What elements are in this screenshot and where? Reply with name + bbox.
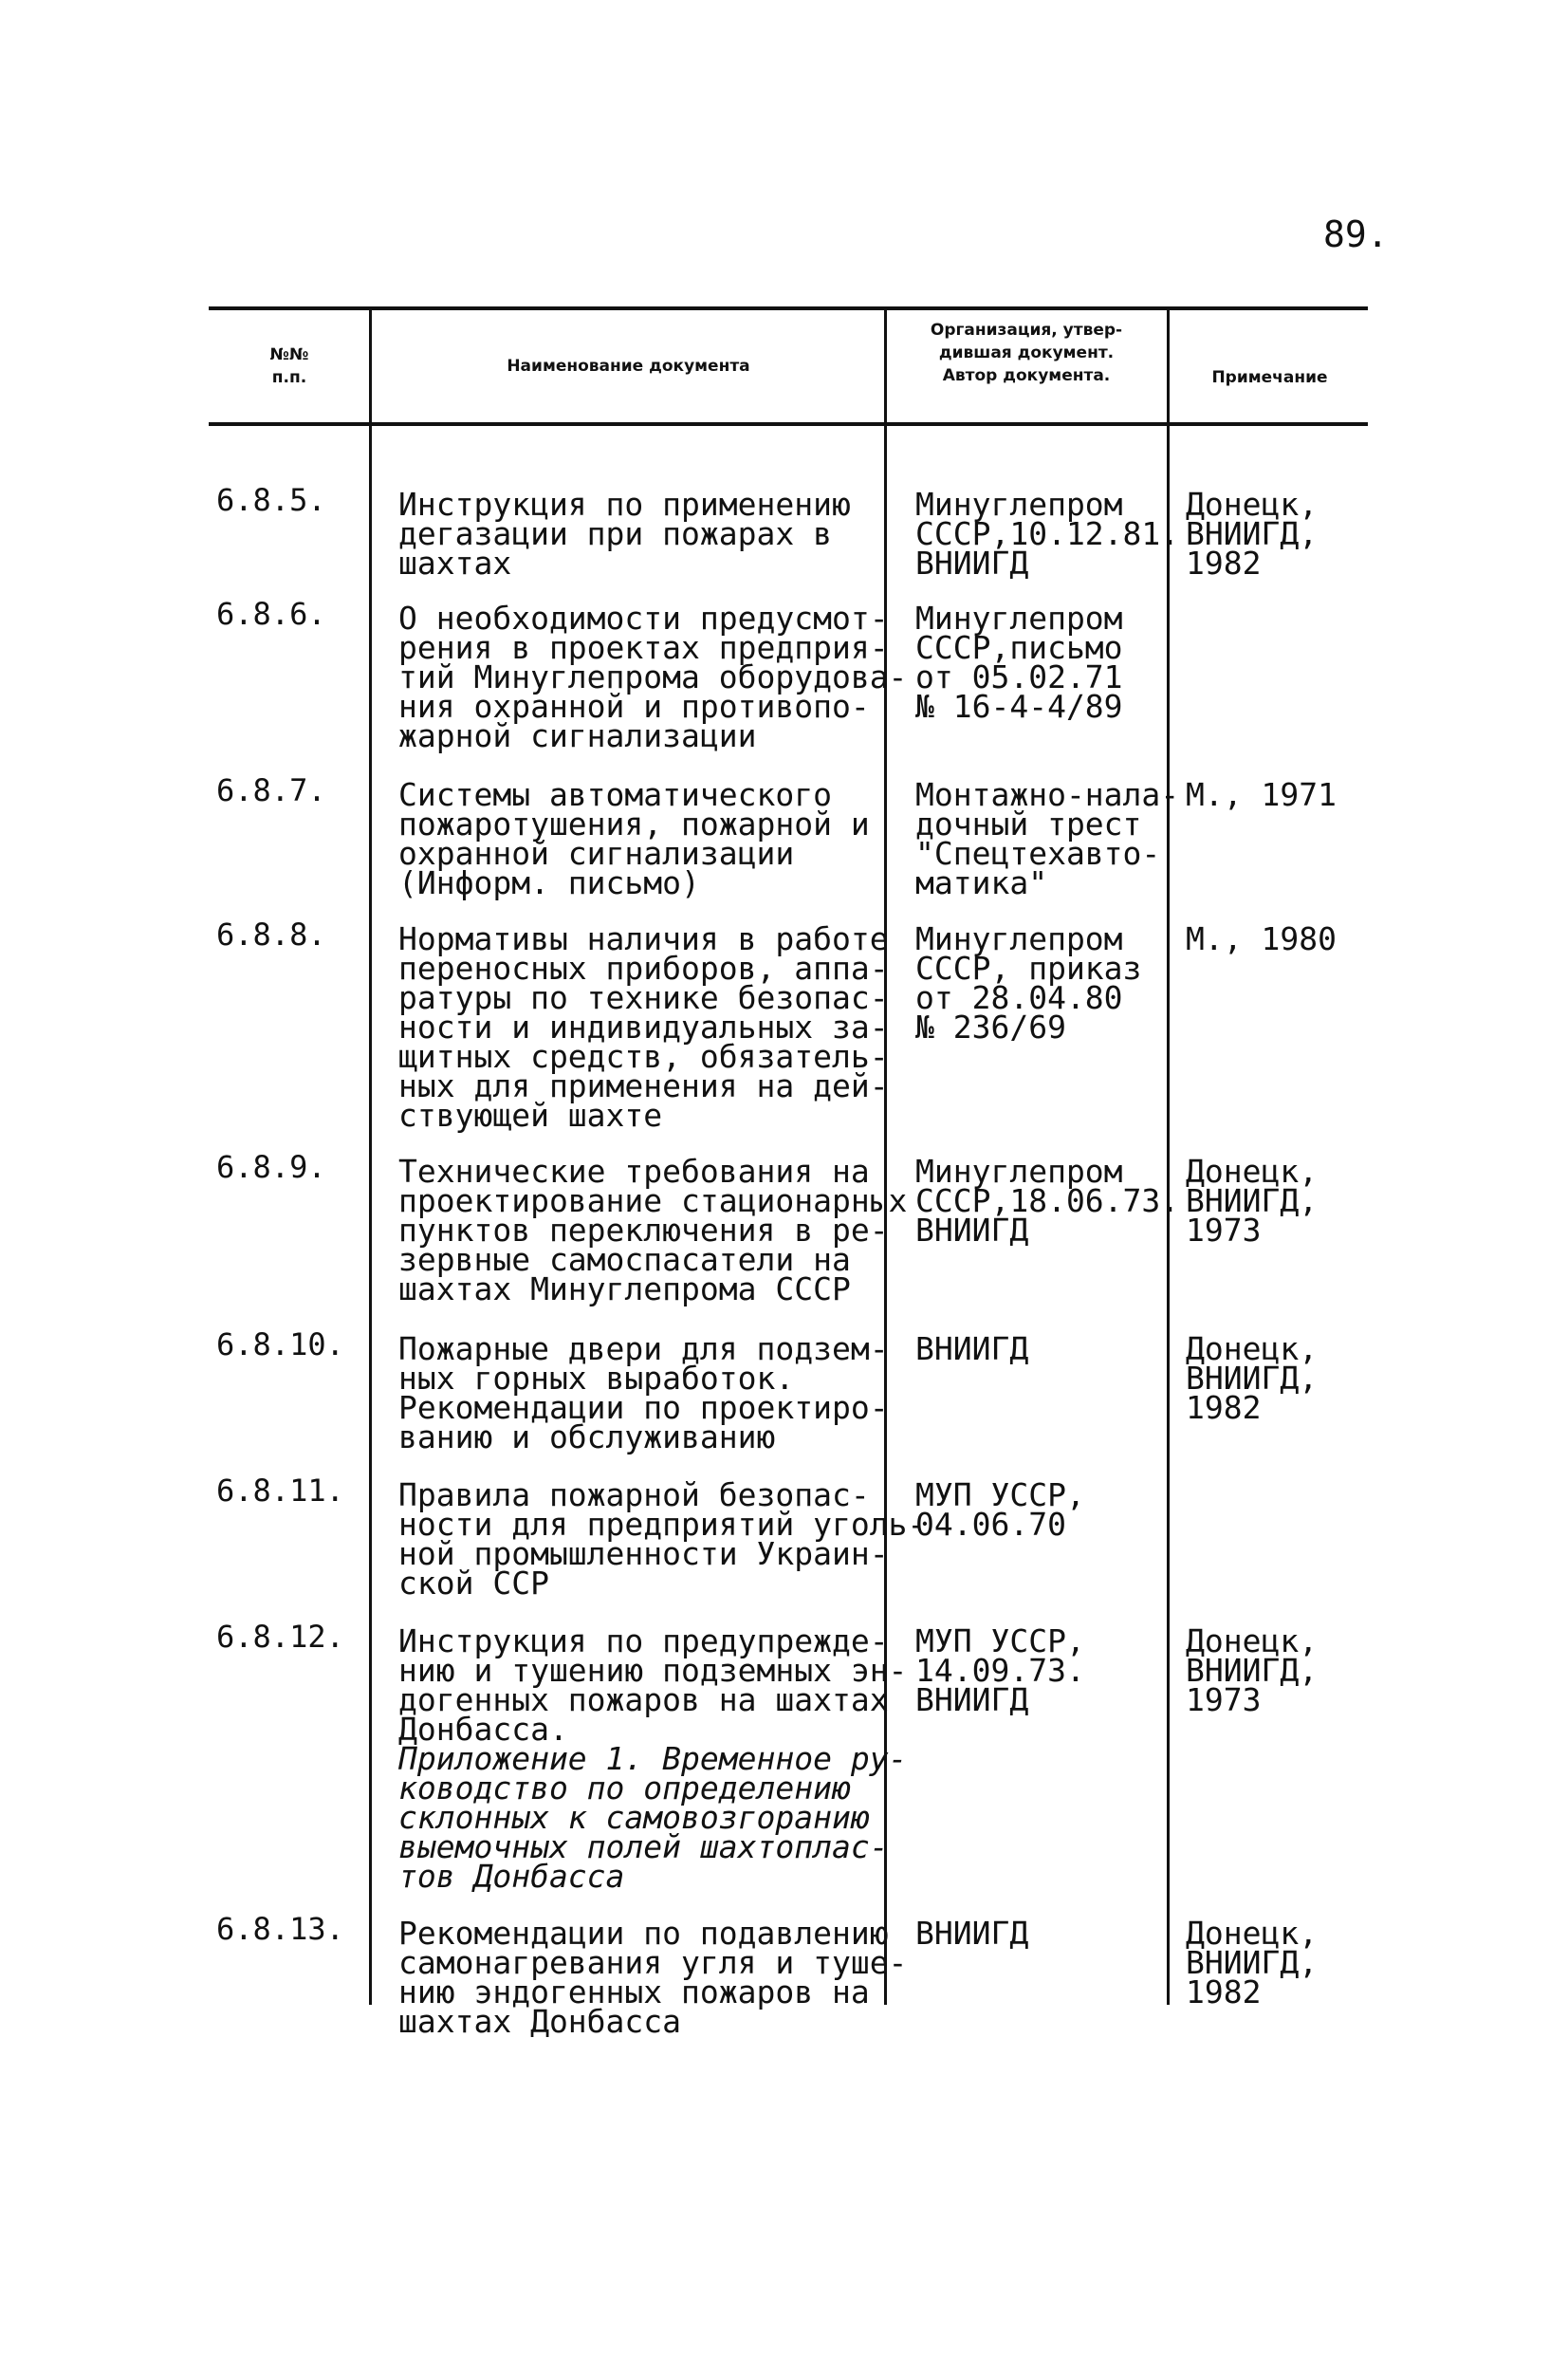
header-name: Наименование документа: [507, 357, 750, 376]
row-name-appendix: Приложение 1. Временное ру- ководство по определению склонных к самовозгоранию выемочных полей шахтоплас- тов Донбасса: [398, 1740, 908, 1895]
row-num: 6.8.9.: [216, 1149, 326, 1185]
header-org: Организация, утвер- дившая документ. Автор документа.: [930, 321, 1123, 385]
header-note: Примечание: [1211, 368, 1328, 387]
row-name: Инструкция по применению дегазации при пожарах в шахтах: [398, 486, 851, 582]
row-note: М., 1980: [1186, 920, 1337, 957]
row-note: Донецк, ВНИИГД, 1982: [1186, 1915, 1319, 2010]
row-org: МУП УССР, 14.09.73. ВНИИГД: [915, 1622, 1085, 1718]
row-note: Донецк, ВНИИГД, 1982: [1186, 1330, 1319, 1426]
row-num: 6.8.11.: [216, 1473, 344, 1509]
row-num: 6.8.8.: [216, 917, 326, 953]
table-header-bottom-border: [209, 422, 1368, 426]
row-note: М., 1971: [1186, 776, 1337, 813]
column-divider-1: [369, 306, 372, 2005]
row-note: Донецк, ВНИИГД, 1982: [1186, 486, 1319, 582]
row-name: Нормативы наличия в работе переносных приборов, аппа- ратуры по технике безопас- ности и индивидуальных за- щитных средств, обязатель- ных для применения на дей- ствующей шахте: [398, 920, 889, 1134]
row-name: Системы автоматического пожаротушения, пожарной и охранной сигнализации (Информ. письмо): [398, 776, 870, 901]
row-org: Минуглепром СССР,10.12.81. ВНИИГД: [915, 486, 1180, 582]
row-num: 6.8.6.: [216, 596, 326, 632]
row-name: Рекомендации по подавлению самонагревания угля и туше- нию эндогенных пожаров на шахтах Донбасса: [398, 1915, 908, 2040]
row-num: 6.8.5.: [216, 482, 326, 518]
row-name: Пожарные двери для подзем- ных горных выработок. Рекомендации по проектиро- ванию и обслуживанию: [398, 1330, 889, 1455]
row-org: ВНИИГД: [915, 1915, 1029, 1952]
row-org: ВНИИГД: [915, 1330, 1029, 1367]
row-num: 6.8.12.: [216, 1619, 344, 1655]
row-org: МУП УССР, 04.06.70: [915, 1476, 1085, 1543]
row-org: Минуглепром СССР,18.06.73. ВНИИГД: [915, 1153, 1180, 1249]
row-org: Монтажно-нала- дочный трест "Спецтехавто- матика": [915, 776, 1180, 901]
row-name: Правила пожарной безопас- ности для предприятий уголь- ной промышленности Украин- ской ССР: [398, 1476, 927, 1602]
row-name: Инструкция по предупрежде- нию и тушению подземных эн- догенных пожаров на шахтах Донбасса.: [398, 1622, 908, 1748]
row-num: 6.8.10.: [216, 1326, 344, 1362]
header-num: №№ п.п.: [269, 345, 309, 387]
page-number: 89.: [1323, 213, 1389, 255]
row-num: 6.8.13.: [216, 1911, 344, 1947]
row-note: Донецк, ВНИИГД, 1973: [1186, 1153, 1319, 1249]
row-name: О необходимости предусмот- рения в проектах предприя- тий Минуглепрома оборудова- ния охранной и противопо- жарной сигнализации: [398, 600, 908, 754]
table-top-border: [209, 306, 1368, 310]
row-note: Донецк, ВНИИГД, 1973: [1186, 1622, 1319, 1718]
row-org: Минуглепром СССР, приказ от 28.04.80 № 236/69: [915, 920, 1142, 1046]
row-num: 6.8.7.: [216, 772, 326, 808]
row-org: Минуглепром СССР,письмо от 05.02.71 № 16-4-4/89: [915, 600, 1123, 725]
row-name: Технические требования на проектирование стационарных пунктов переключения в ре- зервные самоспасатели на шахтах Минуглепрома СССР: [398, 1153, 908, 1307]
